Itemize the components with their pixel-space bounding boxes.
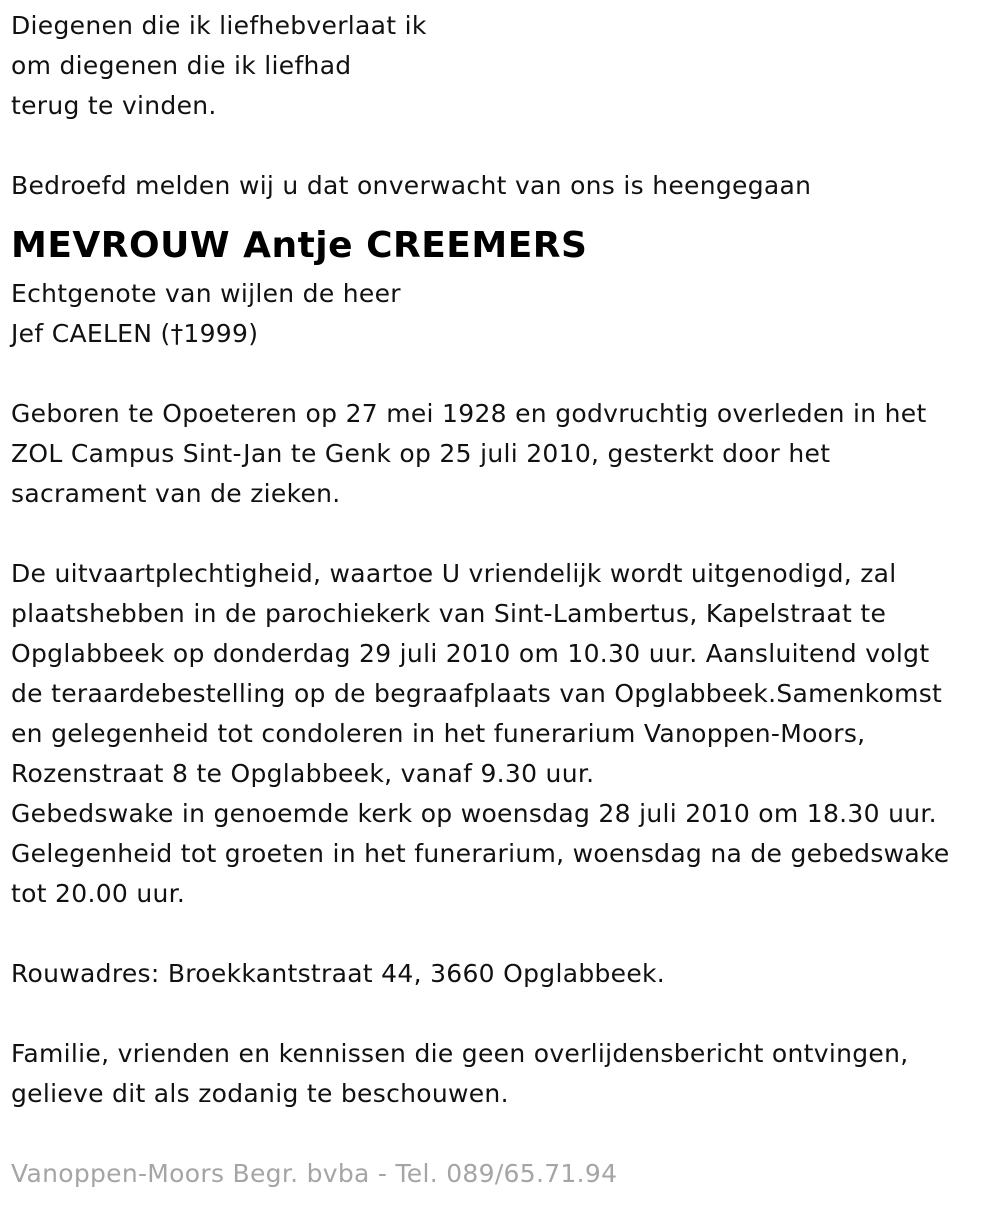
paragraph-line: Geboren te Opoeteren op 27 mei 1928 en godvruchtig overleden in het [11, 399, 927, 428]
paragraph-line: Familie, vrienden en kennissen die geen overlijdensbericht ontvingen, [11, 1039, 909, 1068]
notice-paragraph [11, 1034, 991, 1114]
deceased-name: MEVROUW Antje CREEMERS [11, 225, 588, 266]
birth-death-paragraph [11, 394, 991, 514]
paragraph-line: tot 20.00 uur. [11, 879, 186, 908]
funeral-home-footer: Vanoppen-Moors Begr. bvba - Tel. 089/65.71.94 [11, 1159, 618, 1188]
poem-line: terug te vinden. [11, 91, 217, 120]
paragraph-line: sacrament van de zieken. [11, 479, 341, 508]
announcement-text: Bedroefd melden wij u dat onverwacht van ons is heengegaan [11, 171, 812, 200]
paragraph-line: Gelegenheid tot groeten in het funerarium, woensdag na de gebedswake [11, 839, 950, 868]
paragraph-line: Rozenstraat 8 te Opglabbeek, vanaf 9.30 uur. [11, 759, 595, 788]
obituary-notice [11, 6, 991, 1194]
poem-block [11, 6, 991, 126]
spouse-name: Jef CAELEN (†1999) [11, 319, 259, 348]
spouse-line: Echtgenote van wijlen de heer [11, 279, 401, 308]
mourning-address: Rouwadres: Broekkantstraat 44, 3660 Opglabbeek. [11, 959, 666, 988]
paragraph-line: Opglabbeek op donderdag 29 juli 2010 om 10.30 uur. Aansluitend volgt [11, 639, 930, 668]
poem-line: Diegenen die ik liefhebverlaat ik [11, 11, 427, 40]
paragraph-line: De uitvaartplechtigheid, waartoe U vriendelijk wordt uitgenodigd, zal [11, 559, 897, 588]
paragraph-line: plaatshebben in de parochiekerk van Sint-Lambertus, Kapelstraat te [11, 599, 887, 628]
paragraph-line: Gebedswake in genoemde kerk op woensdag 28 juli 2010 om 18.30 uur. [11, 799, 937, 828]
poem-line: om diegenen die ik liefhad [11, 51, 352, 80]
paragraph-line: gelieve dit als zodanig te beschouwen. [11, 1079, 509, 1108]
paragraph-line: de teraardebestelling op de begraafplaats van Opglabbeek.Samenkomst [11, 679, 943, 708]
ceremony-paragraph [11, 554, 991, 914]
paragraph-line: ZOL Campus Sint-Jan te Genk op 25 juli 2010, gesterkt door het [11, 439, 831, 468]
paragraph-line: en gelegenheid tot condoleren in het funerarium Vanoppen-Moors, [11, 719, 866, 748]
